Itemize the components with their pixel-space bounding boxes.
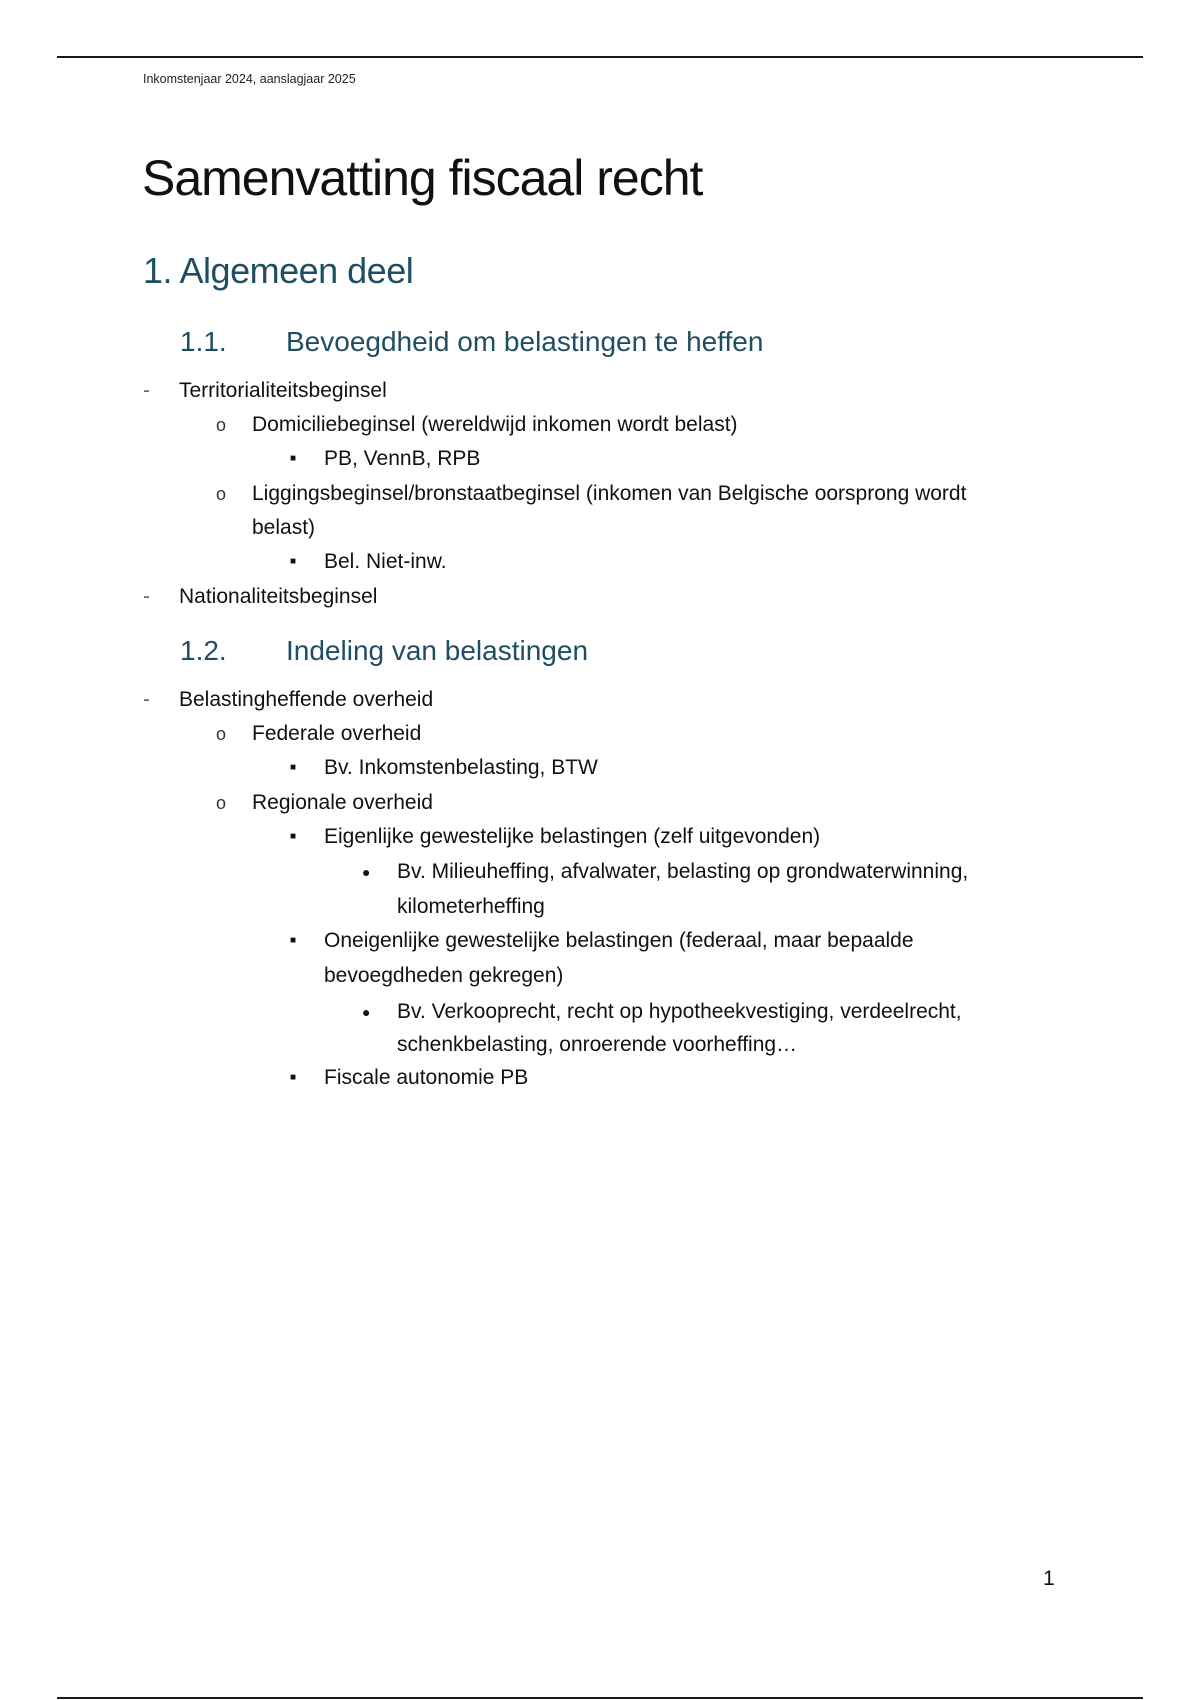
list-item-continuation: belast) [252,516,316,539]
list-item: Bv. Milieuheffing, afvalwater, belasting op grondwaterwinning, [397,860,969,883]
list-item: Belastingheffende overheid [179,688,434,711]
list-item: Fiscale autonomie PB [324,1066,529,1089]
dash-marker: - [143,688,150,711]
dash-marker: - [143,585,150,608]
circle-marker: o [216,724,227,744]
bullet-marker: ● [362,1004,371,1020]
square-marker: ■ [290,556,297,567]
square-marker: ■ [290,935,297,946]
list-item-continuation: bevoegdheden gekregen) [324,964,564,987]
dash-marker: - [143,379,150,402]
square-marker: ■ [290,762,297,773]
circle-marker: o [216,793,227,813]
list-item: Eigenlijke gewestelijke belastingen (zelf uitgevonden) [324,825,821,848]
list-item: Federale overheid [252,722,422,745]
list-item: Oneigenlijke gewestelijke belastingen (federaal, maar bepaalde [324,929,914,952]
square-marker: ■ [290,831,297,842]
running-header: Inkomstenjaar 2024, aanslagjaar 2025 [143,72,356,86]
document-title: Samenvatting fiscaal recht [142,150,703,206]
subsection-heading-1-1 [180,324,763,360]
page-number: 1 [1043,1567,1055,1590]
circle-marker: o [216,415,227,435]
subsection-number: 1.2. [180,635,227,666]
footer-rule [57,1697,1143,1699]
list-item-continuation: kilometerheffing [397,895,545,918]
square-marker: ■ [290,453,297,464]
bullet-marker: ● [362,864,371,880]
list-item: Bv. Verkooprecht, recht op hypotheekvestiging, verdeelrecht, [397,1000,962,1023]
list-item: Regionale overheid [252,791,433,814]
square-marker: ■ [290,1072,297,1083]
list-item: Liggingsbeginsel/bronstaatbeginsel (inkomen van Belgische oorsprong wordt [252,482,967,505]
subsection-title: Bevoegdheid om belastingen te heffen [286,326,764,357]
list-item: PB, VennB, RPB [324,447,481,470]
list-item: Bel. Niet-inw. [324,550,447,573]
section-heading-1: 1. Algemeen deel [143,250,414,291]
subsection-title: Indeling van belastingen [286,635,589,666]
list-item: Territorialiteitsbeginsel [179,379,387,402]
header-rule [57,56,1143,58]
subsection-heading-1-2 [180,633,588,669]
list-item: Domiciliebeginsel (wereldwijd inkomen wordt belast) [252,413,738,436]
list-item: Bv. Inkomstenbelasting, BTW [324,756,598,779]
list-item-continuation: schenkbelasting, onroerende voorheffing… [397,1033,798,1056]
subsection-number: 1.1. [180,326,227,357]
circle-marker: o [216,484,227,504]
list-item: Nationaliteitsbeginsel [179,585,378,608]
